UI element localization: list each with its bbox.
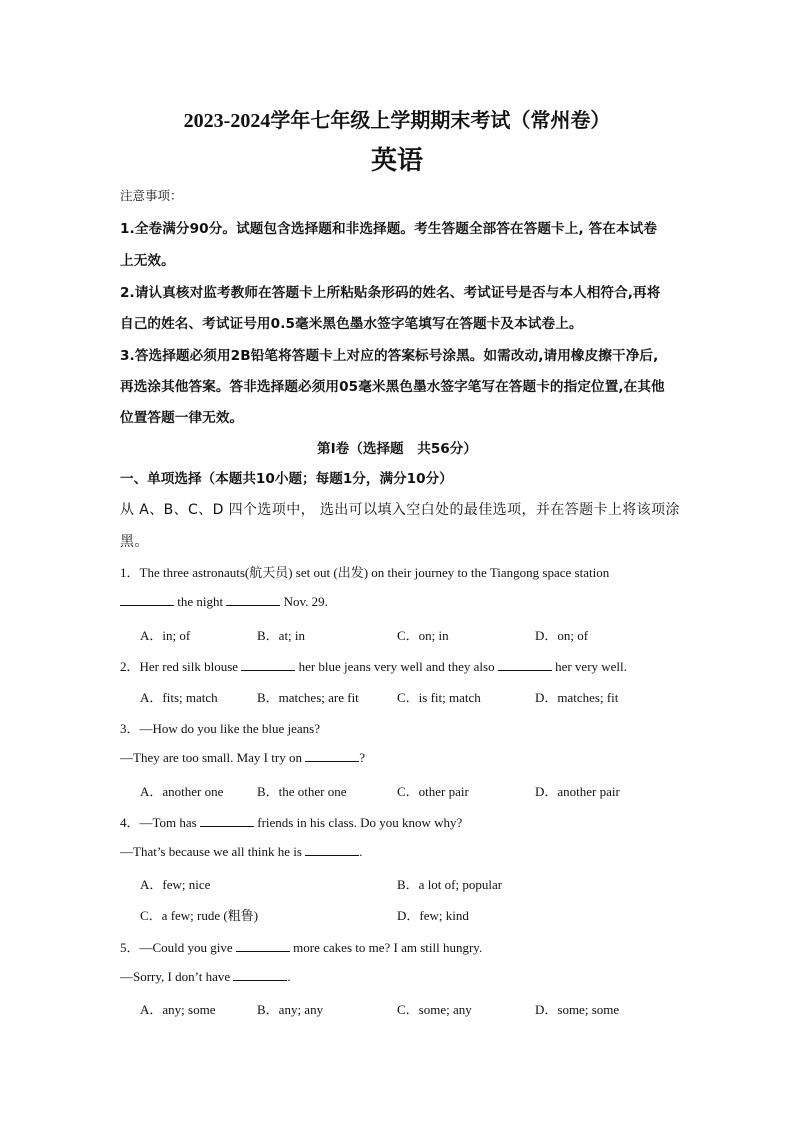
question-1-line-2: the night Nov. 29. [120, 593, 328, 610]
question-4-line-2: —That’s because we all think he is . [120, 844, 363, 859]
answer-blank [241, 658, 295, 671]
option-a: A．fits; match [140, 690, 218, 705]
question-1-line-1: 1．The three astronauts(航天员) set out (出发) on their journey to the Tiangong space station [120, 565, 610, 580]
option-c: C．on; in [397, 628, 449, 643]
part-title: 一、单项选择（本题共10小题；每题1分，满分10分） [120, 471, 453, 487]
option-b: B．the other one [257, 784, 347, 799]
notice-line: 2.请认真核对监考教师在答题卡上所粘贴条形码的姓名、考试证号是否与本人相符合,再将 [120, 285, 661, 301]
answer-blank [120, 593, 174, 606]
question-5-line-2: —Sorry, I don’t have . [120, 969, 291, 984]
option-c: C．other pair [397, 784, 469, 799]
option-a: A．in; of [140, 628, 191, 643]
question-5-line-1: 5．—Could you give more cakes to me? I am still hungry. [120, 940, 483, 955]
answer-blank [305, 843, 359, 856]
option-d: D．few; kind [397, 908, 469, 923]
option-d: D．some; some [535, 1002, 620, 1017]
notice-line: 位置答题一律无效。 [120, 410, 244, 426]
exam-title: 2023-2024学年七年级上学期期末考试（常州卷） [183, 110, 611, 132]
option-a: A．any; some [140, 1002, 216, 1017]
notice-line: 再选涂其他答案。答非选择题必须用05毫米黑色墨水签字笔写在答题卡的指定位置,在其他 [120, 379, 665, 395]
option-a: A．few; nice [140, 877, 211, 892]
option-d: D．another pair [535, 784, 620, 799]
notice-line: 3.答选择题必须用2B铅笔将答题卡上对应的答案标号涂黑。如需改动,请用橡皮擦干净后, [120, 348, 659, 364]
option-c: C．a few; rude (粗鲁) [140, 908, 259, 923]
option-d: D．matches; fit [535, 690, 619, 705]
option-b: B．at; in [257, 628, 306, 643]
option-c: C．some; any [397, 1002, 472, 1017]
section-title: 第I卷（选择题 共56分） [317, 441, 477, 457]
notice-line: 自己的姓名、考试证号用0.5毫米黑色墨水签字笔填写在答题卡及本试卷上。 [120, 316, 583, 332]
notice-heading: 注意事项： [120, 188, 183, 203]
option-c: C．is fit; match [397, 690, 481, 705]
answer-blank [233, 968, 287, 981]
option-b: B．matches; are fit [257, 690, 359, 705]
notice-line: 1.全卷满分90分。试题包含选择题和非选择题。考生答题全部答在答题卡上, 答在本试卷 [120, 221, 658, 237]
option-a: A．another one [140, 784, 224, 799]
answer-blank [305, 749, 359, 762]
question-3-line-1: 3．—How do you like the blue jeans? [120, 721, 321, 736]
answer-blank [226, 593, 280, 606]
instruction-line: 黑。 [120, 534, 149, 550]
question-3-line-2: —They are too small. May I try on ? [120, 750, 365, 765]
question-4-line-1: 4．—Tom has friends in his class. Do you know why? [120, 815, 463, 830]
answer-blank [498, 658, 552, 671]
instruction-line: 从 A、B、C、D 四个选项中， 选出可以填入空白处的最佳选项，并在答题卡上将该项涂 [120, 502, 680, 518]
subject-title: 英语 [370, 146, 423, 176]
option-b: B．any; any [257, 1002, 324, 1017]
notice-line: 上无效。 [120, 253, 175, 269]
answer-blank [236, 939, 290, 952]
option-d: D．on; of [535, 628, 589, 643]
question-2: 2．Her red silk blouse her blue jeans very well and they also her very well. [120, 659, 627, 674]
answer-blank [200, 814, 254, 827]
option-b: B．a lot of; popular [397, 877, 503, 892]
